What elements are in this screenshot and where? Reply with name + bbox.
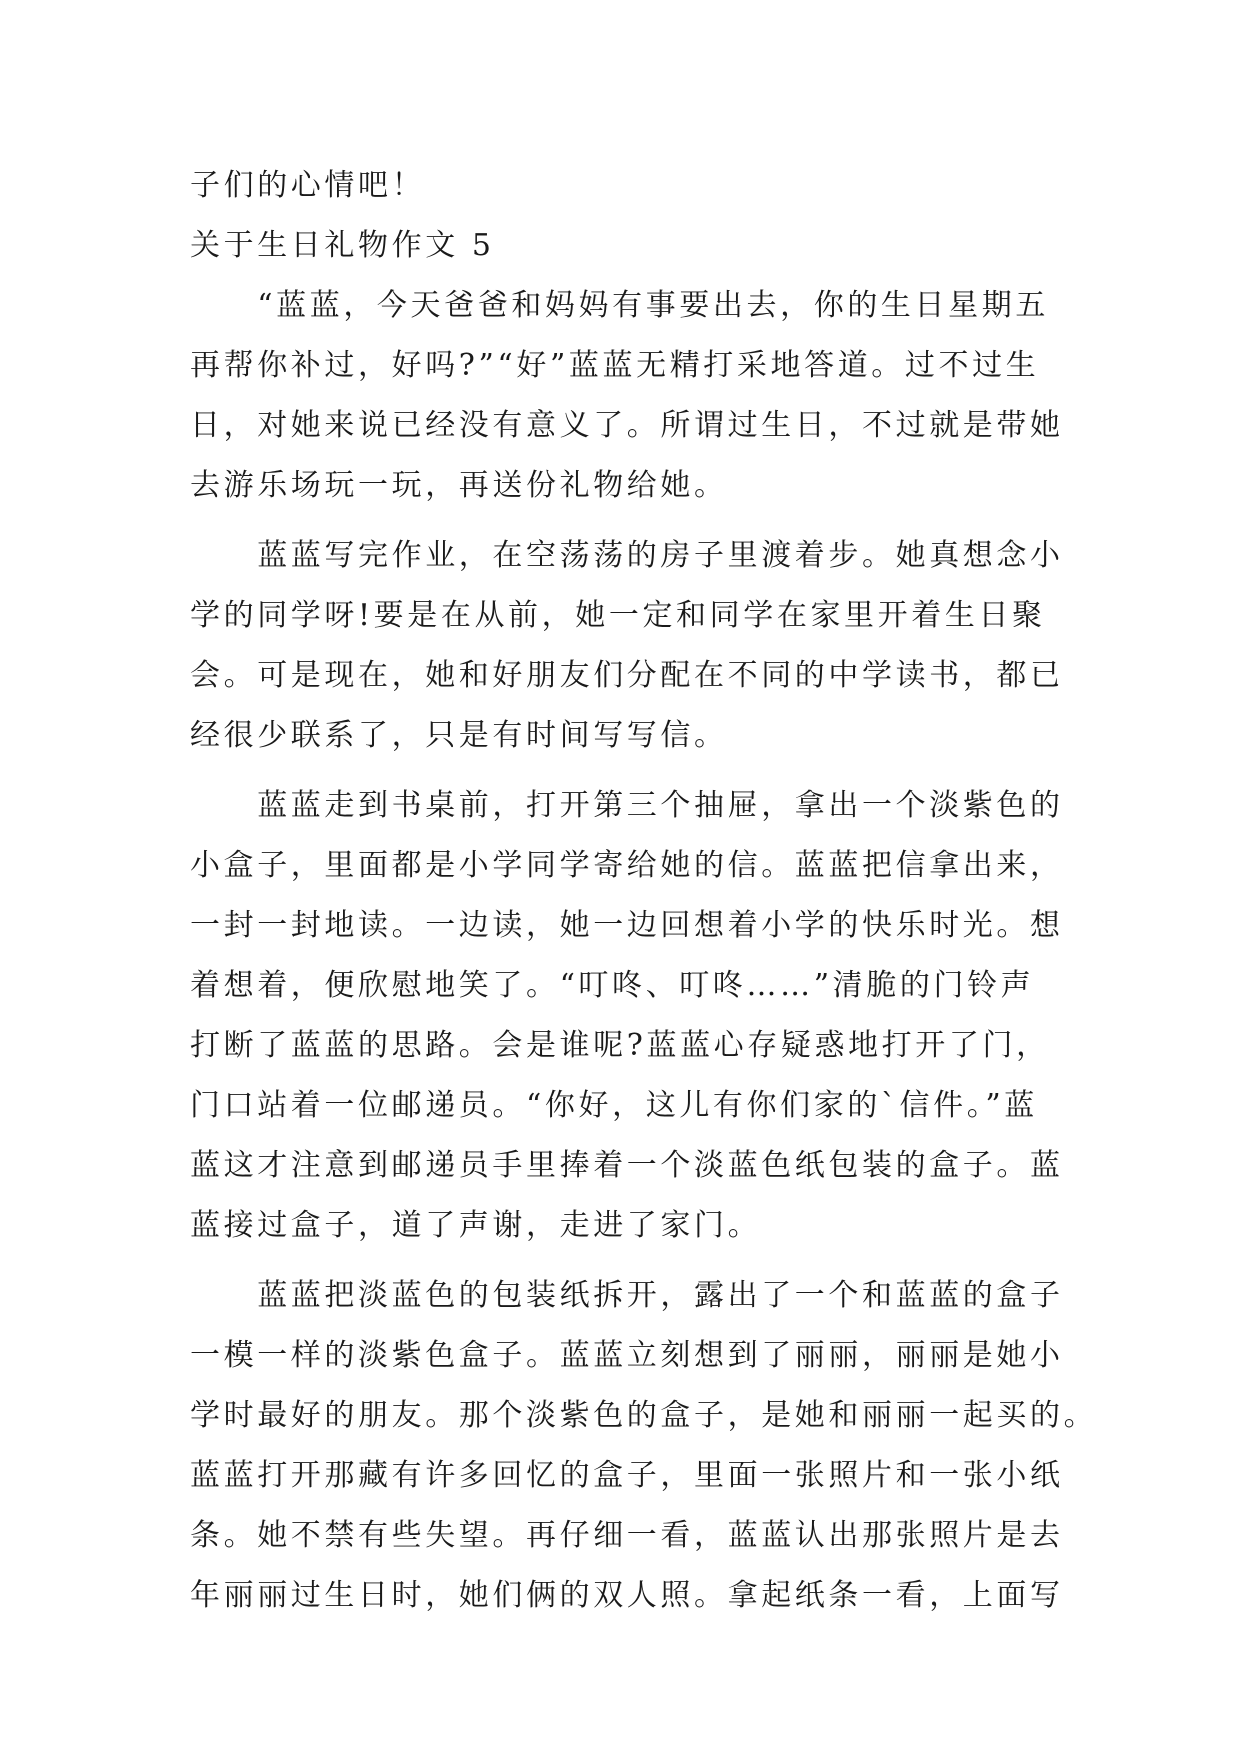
text-line: 一封一封地读。一边读，她一边回想着小学的快乐时光。想 [190, 908, 1064, 943]
text-line: 日，对她来说已经没有意义了。所谓过生日，不过就是带她 [190, 408, 1064, 443]
text-line: “蓝蓝，今天爸爸和妈妈有事要出去，你的生日星期五 [190, 288, 1049, 323]
document-body [190, 156, 1098, 1626]
text-line: 条。她不禁有些失望。再仔细一看，蓝蓝认出那张照片是去 [190, 1518, 1064, 1553]
text-line: 一模一样的淡紫色盒子。蓝蓝立刻想到了丽丽，丽丽是她小 [190, 1338, 1064, 1373]
text-line: 经很少联系了，只是有时间写写信。 [190, 718, 728, 753]
text-line: 打断了蓝蓝的思路。会是谁呢?蓝蓝心存疑惑地打开了门， [190, 1028, 1050, 1063]
text-line: 蓝接过盒子，道了声谢，走进了家门。 [190, 1208, 762, 1243]
text-line: 再帮你补过，好吗?”“好”蓝蓝无精打采地答道。过不过生 [190, 348, 1040, 383]
text-line: 蓝蓝把淡蓝色的包装纸拆开，露出了一个和蓝蓝的盒子 [190, 1278, 1064, 1313]
text-line: 年丽丽过生日时，她们俩的双人照。拿起纸条一看，上面写 [190, 1578, 1064, 1613]
section-heading: 关于生日礼物作文 5 [190, 228, 495, 263]
text-line: 学的同学呀!要是在从前，她一定和同学在家里开着生日聚 [190, 598, 1046, 633]
text-line: 门口站着一位邮递员。“你好，这儿有你们家的`信件。”蓝 [190, 1088, 1038, 1123]
text-line: 会。可是现在，她和好朋友们分配在不同的中学读书，都已 [190, 658, 1064, 693]
text-line: 着想着，便欣慰地笑了。“叮咚、叮咚……”清脆的门铃声 [190, 968, 1035, 1003]
text-line: 蓝蓝写完作业，在空荡荡的房子里渡着步。她真想念小 [190, 538, 1064, 573]
text-line: 子们的心情吧！ [190, 168, 426, 203]
text-line: 蓝这才注意到邮递员手里捧着一个淡蓝色纸包装的盒子。蓝 [190, 1148, 1064, 1183]
text-line: 学时最好的朋友。那个淡紫色的盒子，是她和丽丽一起买的。 [190, 1398, 1098, 1433]
text-line: 蓝蓝打开那藏有许多回忆的盒子，里面一张照片和一张小纸 [190, 1458, 1064, 1493]
text-line: 蓝蓝走到书桌前，打开第三个抽屉，拿出一个淡紫色的 [190, 788, 1064, 823]
text-line: 小盒子，里面都是小学同学寄给她的信。蓝蓝把信拿出来， [190, 848, 1064, 883]
text-line: 去游乐场玩一玩，再送份礼物给她。 [190, 468, 728, 503]
